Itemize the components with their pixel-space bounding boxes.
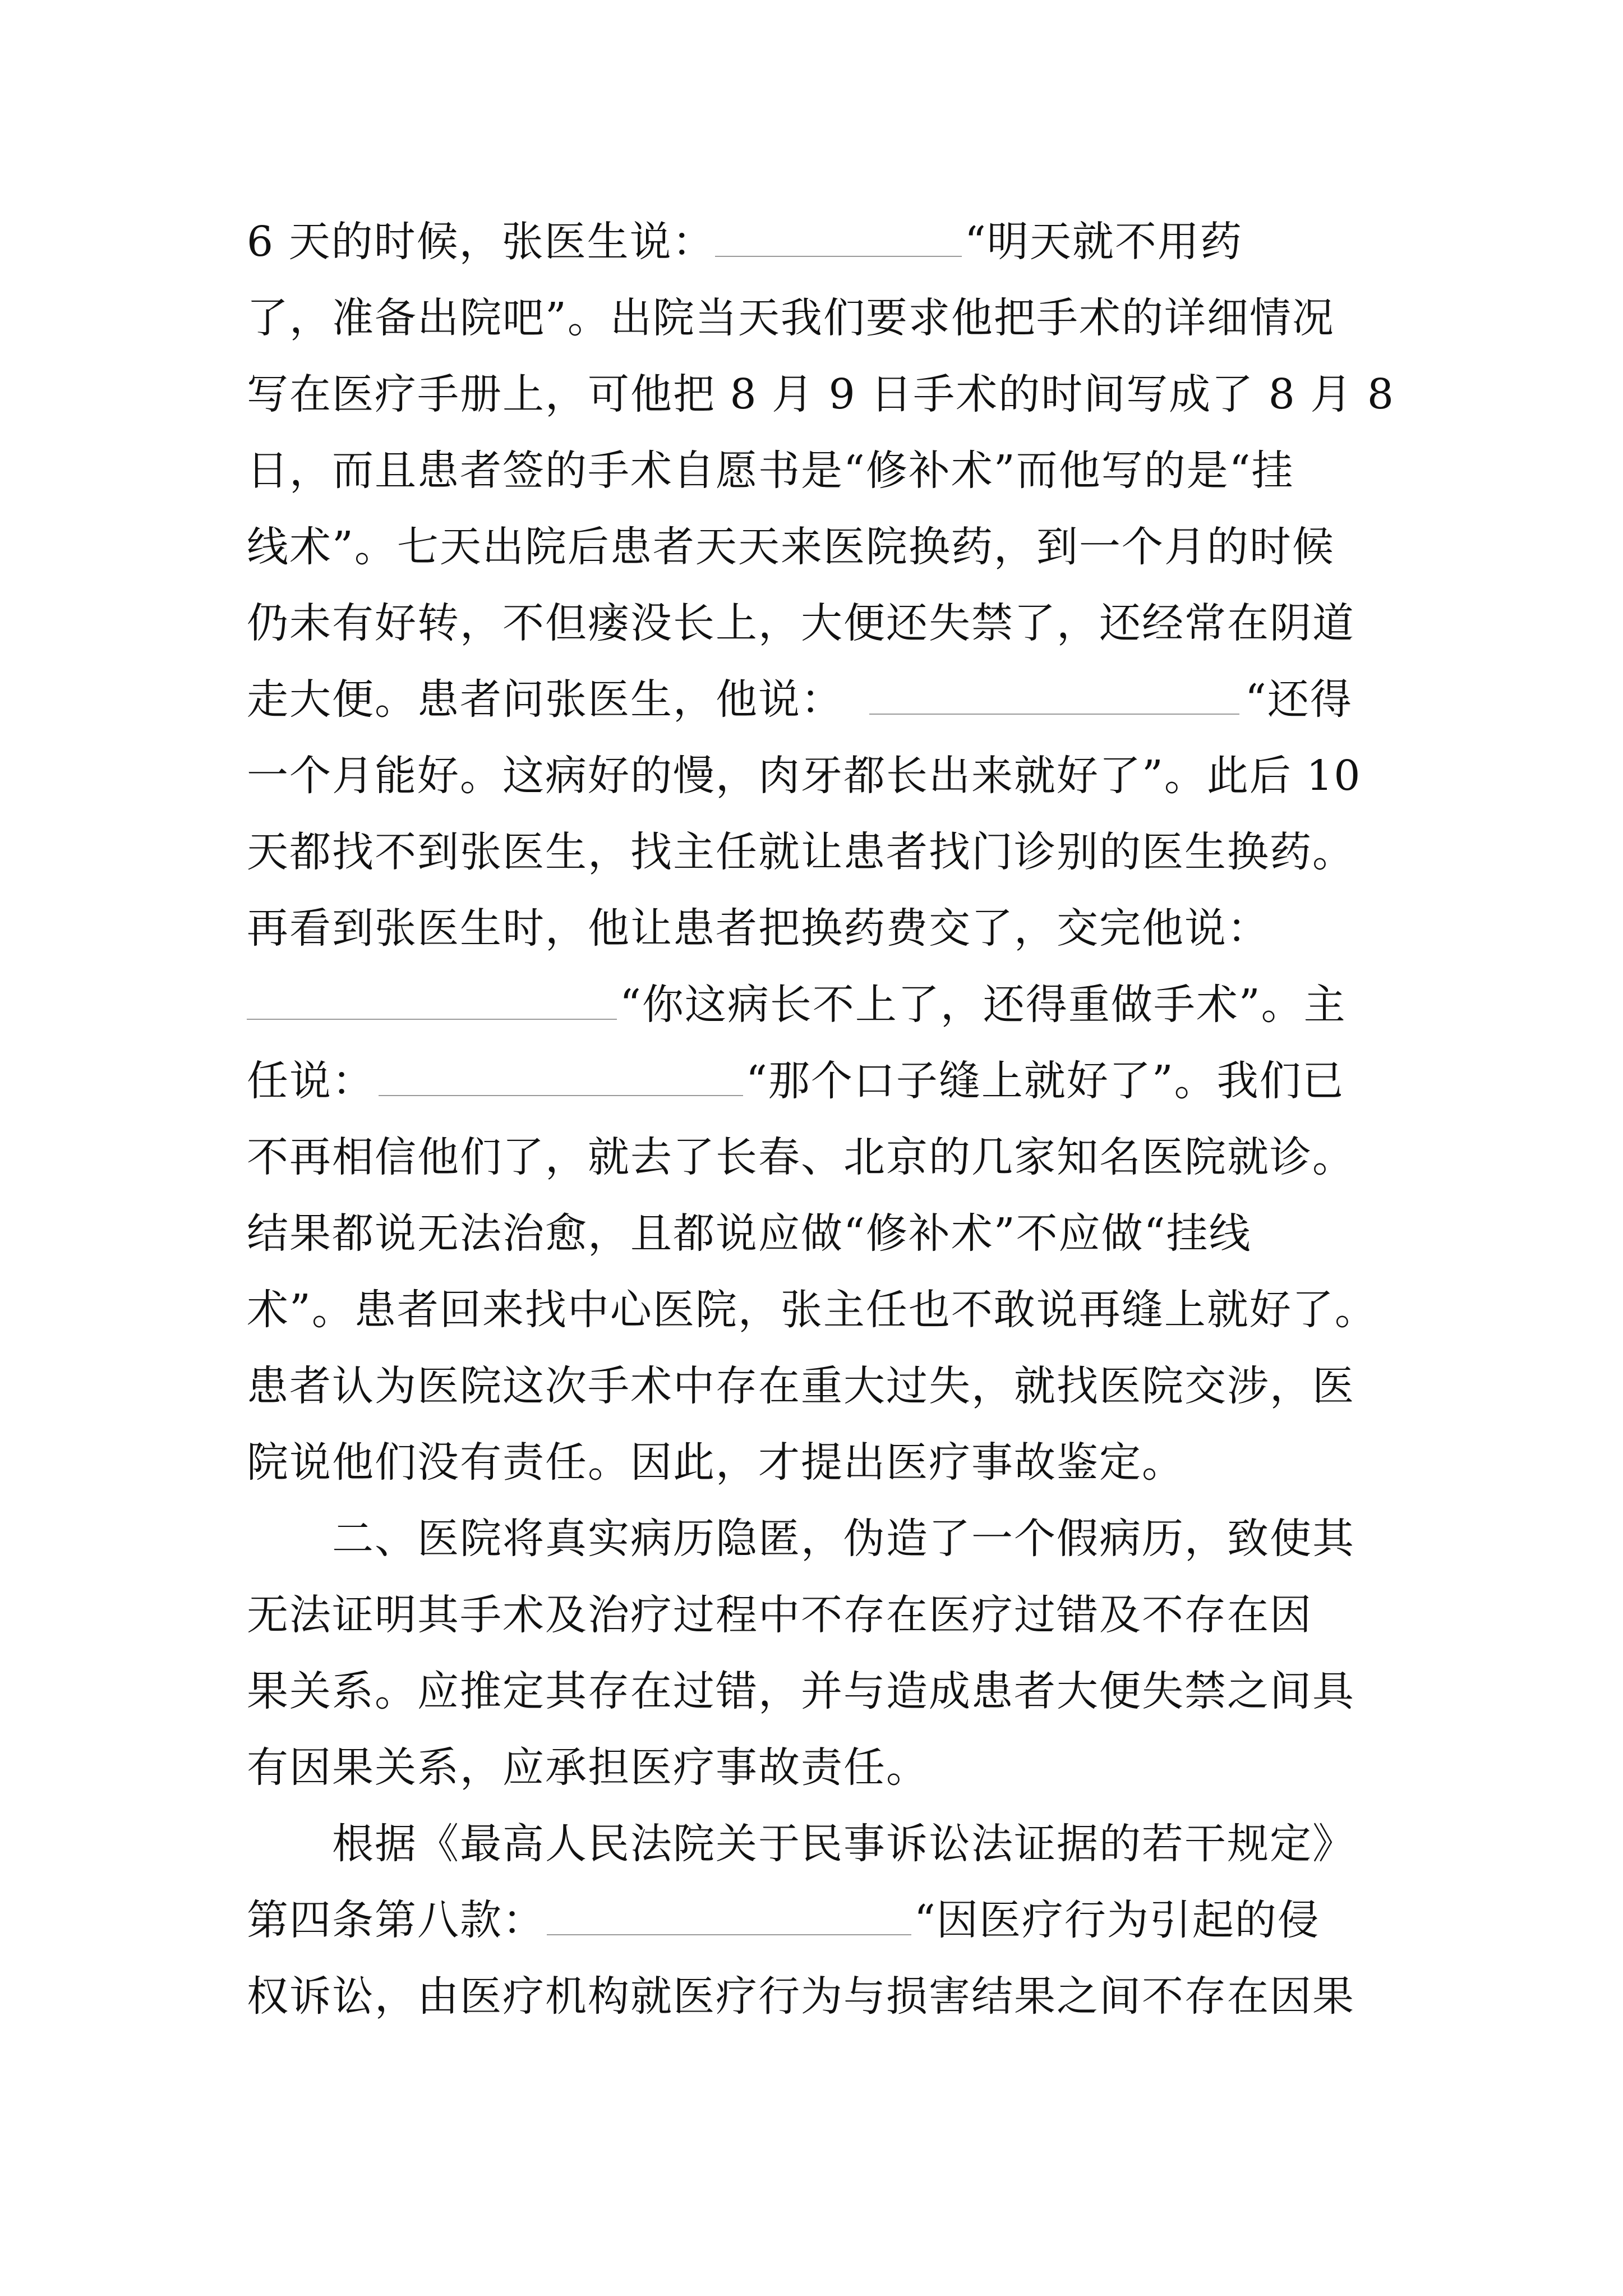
text-line: 无法证明其手术及治疗过程中不存在医疗过错及不存在因 bbox=[247, 1591, 1312, 1639]
text-line: 线术”。七天出院后患者天天来医院换药，到一个月的时候 bbox=[247, 523, 1335, 571]
text-line: 二、医院将真实病历隐匿，伪造了一个假病历，致使其 bbox=[247, 1515, 1355, 1563]
text-line: 仍未有好转，不但瘘没长上，大便还失禁了，还经常在阴道 bbox=[247, 599, 1355, 647]
line-text: 走大便。患者问张医生，他说： bbox=[247, 675, 843, 724]
text-line: 日，而且患者签的手术自愿书是“修补术”而他写的是“挂 bbox=[247, 447, 1294, 495]
blank-underline bbox=[715, 256, 962, 257]
text-line bbox=[247, 1889, 1320, 1951]
line-text: “明天就不用药 bbox=[965, 218, 1243, 266]
text-line: 院说他们没有责任。因此，才提出医疗事故鉴定。 bbox=[247, 1438, 1184, 1487]
text-line: 术”。患者回来找中心医院，张主任也不敢说再缝上就好了。 bbox=[247, 1286, 1377, 1334]
text-line: 不再相信他们了，就去了长春、北京的几家知名医院就诊。 bbox=[247, 1133, 1355, 1181]
line-text: 第四条第八款： bbox=[247, 1896, 545, 1944]
text-line: 权诉讼，由医疗机构就医疗行为与损害结果之间不存在因果 bbox=[247, 1972, 1355, 2021]
text-line: 果关系。应推定其存在过错，并与造成患者大便失禁之间具 bbox=[247, 1667, 1355, 1715]
text-line: 了，准备出院吧”。出院当天我们要求他把手术的详细情况 bbox=[247, 294, 1335, 342]
blank-underline bbox=[379, 1095, 743, 1096]
text-line: 一个月能好。这病好的慢，肉牙都长出来就好了”。此后 10 bbox=[247, 752, 1362, 800]
line-text: “那个口子缝上就好了”。我们已 bbox=[746, 1057, 1345, 1105]
line-text: 任说： bbox=[247, 1057, 375, 1105]
blank-underline bbox=[869, 714, 1239, 715]
line-text: 6 天的时候，张医生说： bbox=[247, 218, 715, 266]
text-line: 写在医疗手册上，可他把 8 月 9 日手术的时间写成了 8 月 8 bbox=[247, 370, 1395, 418]
text-line: 结果都说无法治愈，且都说应做“修补术”不应做“挂线 bbox=[247, 1209, 1252, 1258]
text-line: 患者认为医院这次手术中存在重大过失，就找医院交涉，医 bbox=[247, 1362, 1355, 1410]
line-text: “还得 bbox=[1245, 675, 1353, 724]
text-line: 再看到张医生时，他让患者把换药费交了，交完他说： bbox=[247, 904, 1270, 953]
text-line bbox=[247, 669, 1353, 730]
text-line bbox=[247, 1050, 1345, 1112]
line-text: “你这病长不上了，还得重做手术”。主 bbox=[620, 981, 1347, 1029]
text-line: 天都找不到张医生，找主任就让患者找门诊别的医生换药。 bbox=[247, 828, 1355, 876]
blank-underline bbox=[247, 1019, 617, 1020]
blank-underline bbox=[547, 1934, 911, 1935]
text-line: 有因果关系，应承担医疗事故责任。 bbox=[247, 1743, 929, 1792]
text-line bbox=[247, 211, 1243, 273]
line-text: “因医疗行为引起的侵 bbox=[914, 1896, 1320, 1944]
text-line: 根据《最高人民法院关于民事诉讼法证据的若干规定》 bbox=[247, 1820, 1355, 1868]
